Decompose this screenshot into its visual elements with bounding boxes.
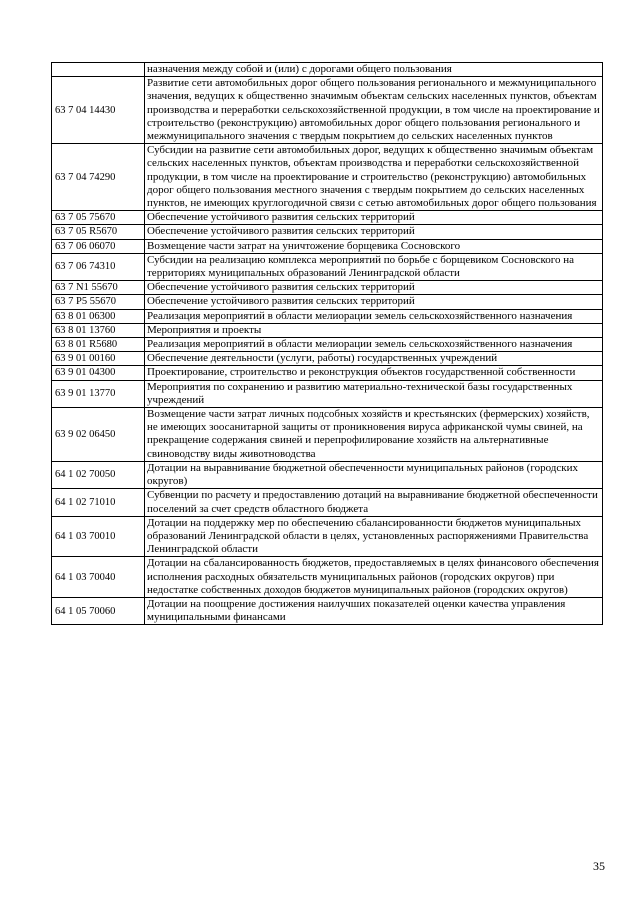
table-row bbox=[52, 253, 603, 280]
description-cell: Обеспечение деятельности (услуги, работы) государственных учреждений bbox=[145, 352, 603, 366]
description-cell: Обеспечение устойчивого развития сельских территорий bbox=[145, 281, 603, 295]
description-cell: Субвенции по расчету и предоставлению дотаций на выравнивание бюджетной обеспеченности поселений за счет средств областного бюджета bbox=[145, 489, 603, 516]
table-row bbox=[52, 489, 603, 516]
description-cell: Дотации на поддержку мер по обеспечению сбалансированности бюджетов муниципальных образований Ленинградской области в целях, установленных распоряжениями Правительства Ленинградской области bbox=[145, 516, 603, 557]
page-number: 35 bbox=[593, 859, 605, 873]
budget-code-cell: 63 7 P5 55670 bbox=[52, 295, 145, 309]
table-row bbox=[52, 211, 603, 225]
budget-code-cell: 63 7 06 06070 bbox=[52, 239, 145, 253]
budget-code-cell: 63 9 02 06450 bbox=[52, 408, 145, 462]
budget-code-cell: 63 7 N1 55670 bbox=[52, 281, 145, 295]
table-row bbox=[52, 323, 603, 337]
budget-code-cell: 63 7 05 75670 bbox=[52, 211, 145, 225]
budget-code-cell: 63 8 01 13760 bbox=[52, 323, 145, 337]
description-cell: Дотации на поощрение достижения наилучших показателей оценки качества управления муниципальными финансами bbox=[145, 597, 603, 624]
description-cell: Субсидии на реализацию комплекса мероприятий по борьбе с борщевиком Сосновского на территориях муниципальных образований Ленинградской области bbox=[145, 253, 603, 280]
budget-code-cell: 64 1 03 70010 bbox=[52, 516, 145, 557]
budget-code-table bbox=[51, 62, 603, 625]
table-row bbox=[52, 408, 603, 462]
budget-code-cell: 63 9 01 13770 bbox=[52, 380, 145, 407]
table-row bbox=[52, 557, 603, 598]
description-cell: Реализация мероприятий в области мелиорации земель сельскохозяйственного назначения bbox=[145, 309, 603, 323]
table-row bbox=[52, 144, 603, 211]
table-row bbox=[52, 63, 603, 77]
description-cell: Обеспечение устойчивого развития сельских территорий bbox=[145, 211, 603, 225]
description-cell: Дотации на сбалансированность бюджетов, предоставляемых в целях финансового обеспечения исполнения расходных обязательств муниципальных районов (городских округов) при недостатке собственных доходов бюджетов муниципальных районов (городских округов) bbox=[145, 557, 603, 598]
description-cell: Мероприятия и проекты bbox=[145, 323, 603, 337]
description-cell: Обеспечение устойчивого развития сельских территорий bbox=[145, 225, 603, 239]
description-cell: Возмещение части затрат личных подсобных хозяйств и крестьянских (фермерских) хозяйств, не имеющих зоосанитарной защиты от проникновения вируса африканской чумы свиней, на прекращение содержания свиней и перепрофилирование хозяйств на альтернативные свиноводству виды животноводства bbox=[145, 408, 603, 462]
budget-code-cell: 63 8 01 06300 bbox=[52, 309, 145, 323]
table-row bbox=[52, 597, 603, 624]
budget-code-cell: 64 1 03 70040 bbox=[52, 557, 145, 598]
table-row bbox=[52, 461, 603, 488]
table-row bbox=[52, 77, 603, 144]
table-row bbox=[52, 239, 603, 253]
description-cell: Мероприятия по сохранению и развитию материально-технической базы государственных учреждений bbox=[145, 380, 603, 407]
description-cell: Возмещение части затрат на уничтожение борщевика Сосновского bbox=[145, 239, 603, 253]
budget-code-cell: 63 7 05 R5670 bbox=[52, 225, 145, 239]
budget-code-cell: 63 7 04 14430 bbox=[52, 77, 145, 144]
table-row bbox=[52, 309, 603, 323]
table-row bbox=[52, 338, 603, 352]
description-cell: Реализация мероприятий в области мелиорации земель сельскохозяйственного назначения bbox=[145, 338, 603, 352]
table-row bbox=[52, 352, 603, 366]
table-row bbox=[52, 225, 603, 239]
budget-code-cell: 63 8 01 R5680 bbox=[52, 338, 145, 352]
table-row bbox=[52, 295, 603, 309]
budget-code-cell: 64 1 02 70050 bbox=[52, 461, 145, 488]
table-body bbox=[52, 63, 603, 625]
description-cell: Субсидии на развитие сети автомобильных дорог, ведущих к общественно значимым объектам сельских населенных пунктов, объектам производства и переработки сельскохозяйственной продукции, в том числе на проектирование и строительство (реконструкцию) автомобильных дорог общего пользования местного значения с твердым покрытием до сельских населенных пунктов, не имеющих круглогодичной связи с сетью автомобильных дорог общего пользования bbox=[145, 144, 603, 211]
budget-code-cell: 64 1 02 71010 bbox=[52, 489, 145, 516]
description-cell: Обеспечение устойчивого развития сельских территорий bbox=[145, 295, 603, 309]
description-cell: назначения между собой и (или) с дорогами общего пользования bbox=[145, 63, 603, 77]
budget-code-cell: 63 9 01 04300 bbox=[52, 366, 145, 380]
description-cell: Дотации на выравнивание бюджетной обеспеченности муниципальных районов (городских округов) bbox=[145, 461, 603, 488]
budget-code-cell: 63 7 04 74290 bbox=[52, 144, 145, 211]
description-cell: Развитие сети автомобильных дорог общего пользования регионального и межмуниципального значения, ведущих к общественно значимым объектам сельских населенных пунктов, объектам производства и переработки сельскохозяйственной продукции, в том числе на проектирование и строительство (реконструкцию) автомобильных дорог общего пользования регионального и межмуниципального значения с твердым покрытием до сельских населенных пунктов bbox=[145, 77, 603, 144]
budget-code-cell: 63 7 06 74310 bbox=[52, 253, 145, 280]
description-cell: Проектирование, строительство и реконструкция объектов государственной собственности bbox=[145, 366, 603, 380]
budget-code-cell: 63 9 01 00160 bbox=[52, 352, 145, 366]
table-row bbox=[52, 516, 603, 557]
budget-code-cell bbox=[52, 63, 145, 77]
budget-code-cell: 64 1 05 70060 bbox=[52, 597, 145, 624]
table-row bbox=[52, 366, 603, 380]
table-row bbox=[52, 380, 603, 407]
table-row bbox=[52, 281, 603, 295]
